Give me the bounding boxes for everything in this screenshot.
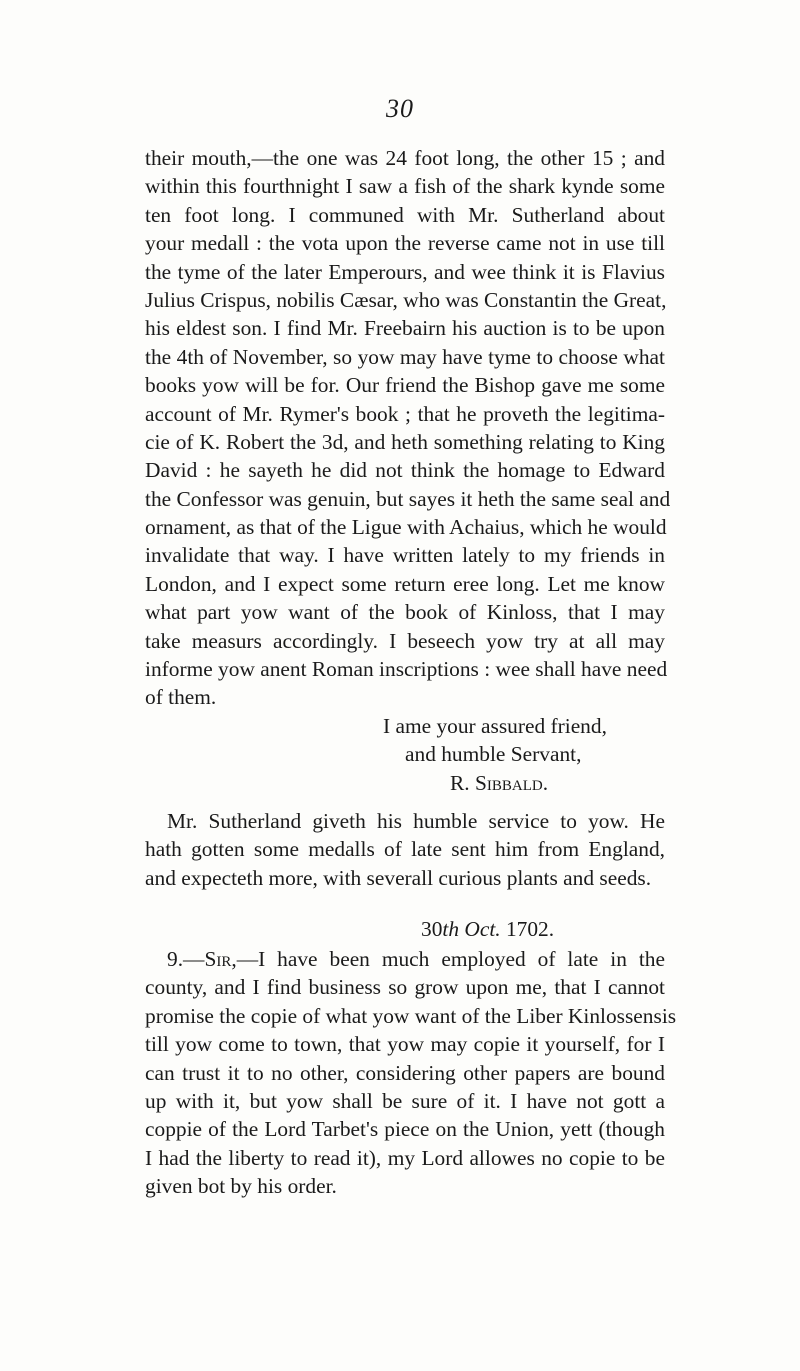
text-line: London, and I expect some return eree long. Let me know	[145, 571, 665, 596]
postscript	[145, 807, 665, 892]
text-line: their mouth,—the one was 24 foot long, the other 15 ; and	[145, 146, 665, 170]
text-line: books yow will be for. Our friend the Bishop gave me some	[145, 373, 665, 398]
text-line: cie of K. Robert the 3d, and heth something relating to King	[145, 429, 665, 454]
date-year: 1702.	[500, 917, 555, 941]
text-line: your medall : the vota upon the reverse came not in use till	[145, 231, 665, 256]
text-line: promise the copie of what yow want of the Liber Kinlossensis	[145, 1003, 677, 1028]
text-line: take measurs accordingly. I beseech yow try at all may	[145, 628, 665, 653]
closing-line: I ame your assured friend,	[383, 714, 607, 738]
date-month: th Oct.	[442, 917, 501, 941]
text-line: ten foot long. I communed with Mr. Sutherland about	[145, 202, 665, 227]
text-line: David : he sayeth he did not think the homage to Edward	[145, 458, 665, 483]
page-number: 30	[386, 94, 414, 123]
text-line: the 4th of November, so yow may have tyme to choose what	[145, 344, 665, 369]
text-line: Julius Crispus, nobilis Cæsar, who was Constantin the Great,	[145, 287, 667, 312]
opening-text: —I have been much employed of late in the	[236, 947, 665, 971]
text-line: account of Mr. Rymer's book ; that he proveth the legitima-	[145, 401, 665, 426]
text-line: the tyme of the later Emperours, and wee think it is Flavius	[145, 259, 665, 284]
text-line: informe yow anent Roman inscriptions : wee shall have need	[145, 657, 668, 682]
text-line: till yow come to town, that yow may copie it yourself, for I	[145, 1032, 665, 1057]
signature-surname: Sibbald.	[474, 770, 549, 795]
text-line: I had the liberty to read it), my Lord allowes no copie to be	[145, 1145, 665, 1170]
letter-9-opening	[145, 945, 665, 973]
text-line: given bot by his order.	[145, 1174, 337, 1199]
signature-initial: R.	[450, 770, 475, 795]
text-line: of them.	[145, 685, 217, 710]
text-line: coppie of the Lord Tarbet's piece on the Union, yett (though	[145, 1117, 665, 1142]
text-line: county, and I find business so grow upon me, that I cannot	[145, 975, 665, 1000]
letter-number: 9.—	[167, 947, 205, 971]
date-day: 30	[421, 917, 443, 941]
text-line: can trust it to no other, considering other papers are bound	[145, 1060, 665, 1085]
text-line: invalidate that way. I have written lately to my friends in	[145, 543, 665, 568]
text-line: and expecteth more, with severall curious plants and seeds.	[145, 865, 652, 890]
letter-9	[145, 945, 677, 1201]
text-line: his eldest son. I find Mr. Freebairn his auction is to be upon	[145, 316, 665, 341]
text-line: hath gotten some medalls of late sent him from England,	[145, 837, 665, 862]
letter-continued	[145, 144, 671, 712]
closing	[145, 712, 665, 797]
text-line: ornament, as that of the Ligue with Achaius, which he would	[145, 515, 667, 540]
dateline	[145, 915, 665, 943]
text-line: the Confessor was genuin, but sayes it heth the same seal and	[145, 486, 671, 511]
text-line: what part yow want of the book of Kinloss, that I may	[145, 600, 665, 625]
text-line: Mr. Sutherland giveth his humble service to yow. He	[167, 809, 665, 833]
signature	[145, 769, 665, 797]
text-line: up with it, but yow shall be sure of it. I have not gott a	[145, 1088, 665, 1113]
salutation: Sir,	[204, 947, 237, 971]
closing-line: and humble Servant,	[405, 742, 582, 767]
text-line: within this fourthnight I saw a fish of the shark kynde some	[145, 174, 665, 199]
